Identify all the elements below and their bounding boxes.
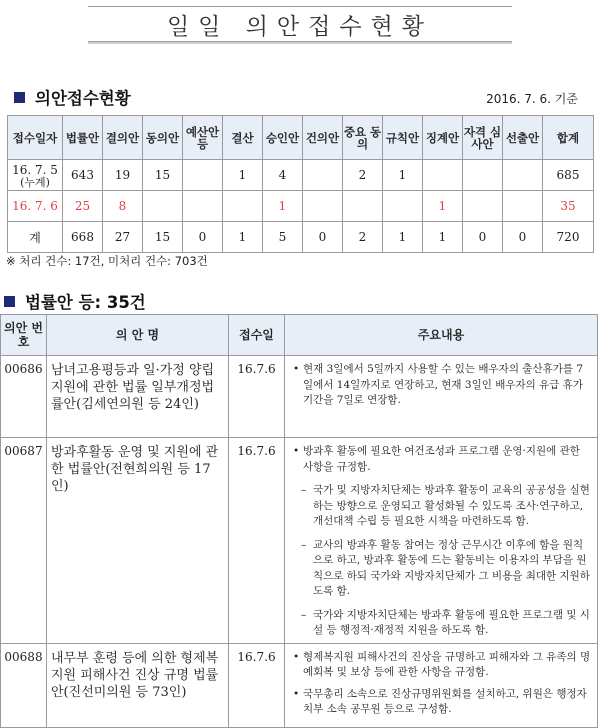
bill-date: 16.7.6 <box>229 356 285 438</box>
row-date: 16. 7. 5 (누계) <box>8 160 63 191</box>
bullet-dot-icon: • <box>293 363 300 375</box>
bullet-dot-icon: • <box>293 687 300 700</box>
square-bullet-icon <box>14 92 25 103</box>
cell <box>503 160 543 191</box>
bill-content <box>285 438 598 644</box>
col-header: 합계 <box>543 116 594 160</box>
content-bullet: • 현재 3일에서 5일까지 사용할 수 있는 배우자의 출산휴가를 7일에서 14일까지로 연장하고, 현재 3일인 배우자의 유급 휴가기간을 7일로 연장함. <box>293 362 591 409</box>
section-summary-heading <box>14 86 131 108</box>
cell: 668 <box>63 222 103 253</box>
row-date: 16. 7. 6 <box>8 191 63 222</box>
col-header: 결의안 <box>103 116 143 160</box>
col-header: 건의안 <box>303 116 343 160</box>
col-header: 의안 번호 <box>1 315 47 356</box>
col-header: 징계안 <box>423 116 463 160</box>
square-bullet-icon <box>4 296 15 307</box>
cell <box>303 160 343 191</box>
bill-number: 00687 <box>1 438 47 644</box>
bill-number: 00686 <box>1 356 47 438</box>
section-bills-heading <box>4 290 146 312</box>
bill-name: 방과후활동 운영 및 지원에 관한 법률안(전현희의원 등 17인) <box>47 438 229 644</box>
dash-icon: – <box>301 484 307 496</box>
cell <box>463 160 503 191</box>
col-header: 의 안 명 <box>47 315 229 356</box>
col-header: 선출안 <box>503 116 543 160</box>
cell: 1 <box>423 191 463 222</box>
col-header: 예산안 등 <box>183 116 223 160</box>
cell: 0 <box>183 222 223 253</box>
col-header: 자격 심사안 <box>463 116 503 160</box>
cell <box>463 191 503 222</box>
row-date: 계 <box>8 222 63 253</box>
content-bullet: • 국무총리 소속으로 진상규명위원회를 설치하고, 위원은 행정자치부 소속 공무원 등으로 구성함. <box>293 687 591 718</box>
bill-name: 내무부 훈령 등에 의한 형제복지원 피해사건 진상 규명 법률안(진선미의원 등 73인) <box>47 643 229 727</box>
col-header: 접수일자 <box>8 116 63 160</box>
cell <box>503 191 543 222</box>
cell: 0 <box>503 222 543 253</box>
cell: 27 <box>103 222 143 253</box>
dash-icon: – <box>301 538 307 551</box>
cell <box>183 191 223 222</box>
cell: 25 <box>63 191 103 222</box>
section-summary-title: 의안접수현황 <box>35 89 131 108</box>
table-row <box>8 160 594 191</box>
col-header: 접수일 <box>229 315 285 356</box>
bullet-dot-icon: • <box>293 445 300 457</box>
col-header: 법률안 <box>63 116 103 160</box>
col-header: 결산 <box>223 116 263 160</box>
content-dash-item: – 국가와 지방자치단체는 방과후 활동에 필요한 프로그램 및 시설 등 행정적·재정적 지원을 하도록 함. <box>293 608 591 639</box>
summary-header-row <box>8 116 594 160</box>
cell: 0 <box>303 222 343 253</box>
cell: 1 <box>423 222 463 253</box>
col-header: 주요내용 <box>285 315 598 356</box>
bill-date: 16.7.6 <box>229 438 285 644</box>
cell: 1 <box>263 191 303 222</box>
dash-icon: – <box>301 608 307 621</box>
table-row <box>1 643 598 727</box>
processing-note: ※ 처리 건수: 17건, 미처리 건수: 703건 <box>6 254 208 268</box>
cell: 15 <box>143 222 183 253</box>
cell <box>343 191 383 222</box>
content-bullet: • 형제복지원 피해사건의 진상을 규명하고 피해자와 그 유족의 명예회복 및 보상 등에 관한 사항을 규정함. <box>293 650 591 681</box>
cell: 643 <box>63 160 103 191</box>
cell: 8 <box>103 191 143 222</box>
bullet-dot-icon: • <box>293 650 300 663</box>
cell: 15 <box>143 160 183 191</box>
content-dash-item: – 교사의 방과후 활동 참여는 정상 근무시간 이후에 함을 원칙으로 하고, 방과후 활동에 드는 활동비는 이용자의 부담을 원칙으로 하되 국가와 지방자치단체가 그 비용을 최대한 지원하도록 함. <box>293 538 591 600</box>
cell <box>423 160 463 191</box>
cell <box>183 160 223 191</box>
page-title: 일일 의안접수현황 <box>88 6 512 42</box>
col-header: 승인안 <box>263 116 303 160</box>
cell: 2 <box>343 160 383 191</box>
cell <box>383 191 423 222</box>
col-header: 동의안 <box>143 116 183 160</box>
cell <box>143 191 183 222</box>
bill-content <box>285 643 598 727</box>
cell: 4 <box>263 160 303 191</box>
bill-number: 00688 <box>1 643 47 727</box>
col-header: 규칙안 <box>383 116 423 160</box>
cell: 1 <box>383 160 423 191</box>
bill-name: 남녀고용평등과 일·가정 양립 지원에 관한 법률 일부개정법률안(김세연의원 등 24인) <box>47 356 229 438</box>
cell: 35 <box>543 191 594 222</box>
cell: 1 <box>223 222 263 253</box>
bills-header-row <box>1 315 598 356</box>
content-bullet: • 방과후 활동에 필요한 여건조성과 프로그램 운영·지원에 관한 사항을 규정함. <box>293 444 591 475</box>
cell <box>223 191 263 222</box>
cell: 685 <box>543 160 594 191</box>
table-row <box>1 438 598 644</box>
cell: 1 <box>223 160 263 191</box>
cell: 2 <box>343 222 383 253</box>
content-dash-item: – 국가 및 지방자치단체는 방과후 활동이 교육의 공공성을 실현하는 방향으로 운영되고 활성화될 수 있도록 조사·연구하고, 개선대책 수립 등 필요한 시책을 마련하도록 함. <box>293 483 591 530</box>
section-bills-title: 법률안 등: 35건 <box>25 293 146 312</box>
bill-date: 16.7.6 <box>229 643 285 727</box>
summary-table <box>7 115 594 253</box>
cell <box>303 191 343 222</box>
cell: 720 <box>543 222 594 253</box>
table-row <box>1 356 598 438</box>
bills-table <box>0 314 598 728</box>
table-row <box>8 222 594 253</box>
cell: 19 <box>103 160 143 191</box>
cell: 5 <box>263 222 303 253</box>
cell: 0 <box>463 222 503 253</box>
reference-date: 2016. 7. 6. 기준 <box>486 92 578 106</box>
table-row <box>8 191 594 222</box>
cell: 1 <box>383 222 423 253</box>
bill-content <box>285 356 598 438</box>
col-header: 중요 동의 <box>343 116 383 160</box>
